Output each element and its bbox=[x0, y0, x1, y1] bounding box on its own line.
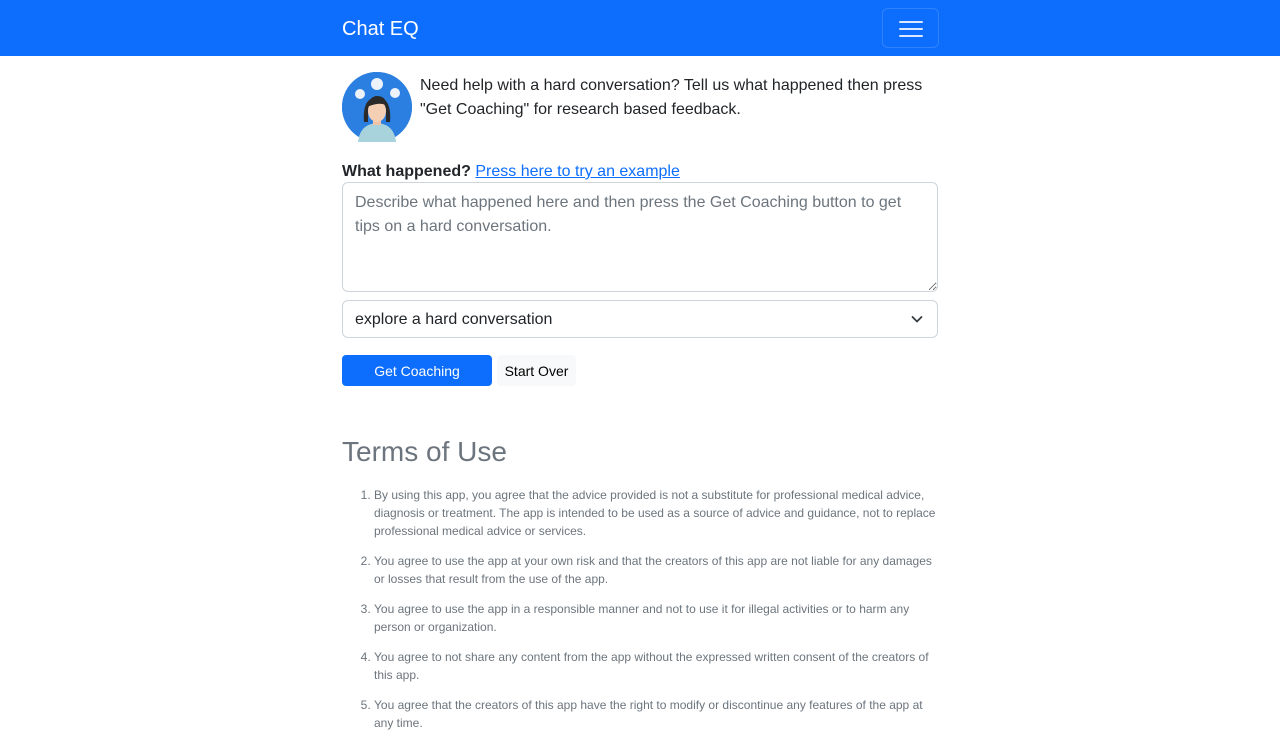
get-coaching-button[interactable]: Get Coaching bbox=[342, 355, 492, 386]
person-avatar-icon bbox=[342, 72, 412, 142]
try-example-link[interactable]: Press here to try an example bbox=[475, 163, 680, 180]
terms-title: Terms of Use bbox=[342, 436, 507, 467]
terms-item: 1. By using this app, you agree that the advice provided is not a substitute for professional medical advice, diagnosis or treatment. The app is intended to be used as a source of advice and guidance, not to replace professional medical advice or services. bbox=[374, 486, 938, 540]
mode-select-value: explore a hard conversation bbox=[355, 311, 553, 328]
menu-toggle-button[interactable] bbox=[882, 8, 939, 48]
brand-link[interactable]: Chat EQ bbox=[342, 18, 419, 40]
terms-item: 3. You agree to use the app in a responsible manner and not to use it for illegal activities or to harm any person or organization. bbox=[374, 600, 938, 636]
terms-item: 4. You agree to not share any content from the app without the expressed written consent of the creators of this app. bbox=[374, 648, 938, 684]
navbar bbox=[0, 0, 1280, 56]
terms-list bbox=[374, 486, 938, 744]
terms-item: 5. You agree that the creators of this app have the right to modify or discontinue any features of the app at any time. bbox=[374, 696, 938, 732]
what-happened-label: What happened? bbox=[342, 163, 471, 180]
start-over-button[interactable]: Start Over bbox=[497, 355, 576, 386]
intro-text: Need help with a hard conversation? Tell us what happened then press "Get Coaching" for research based feedback. bbox=[420, 77, 923, 118]
terms-item: 2. You agree to use the app at your own risk and that the creators of this app are not liable for any damages or losses that result from the use of the app. bbox=[374, 552, 938, 588]
what-happened-label-row bbox=[342, 160, 680, 184]
mode-select[interactable] bbox=[342, 300, 938, 338]
chevron-down-icon bbox=[911, 313, 923, 325]
what-happened-textarea[interactable] bbox=[342, 182, 938, 292]
